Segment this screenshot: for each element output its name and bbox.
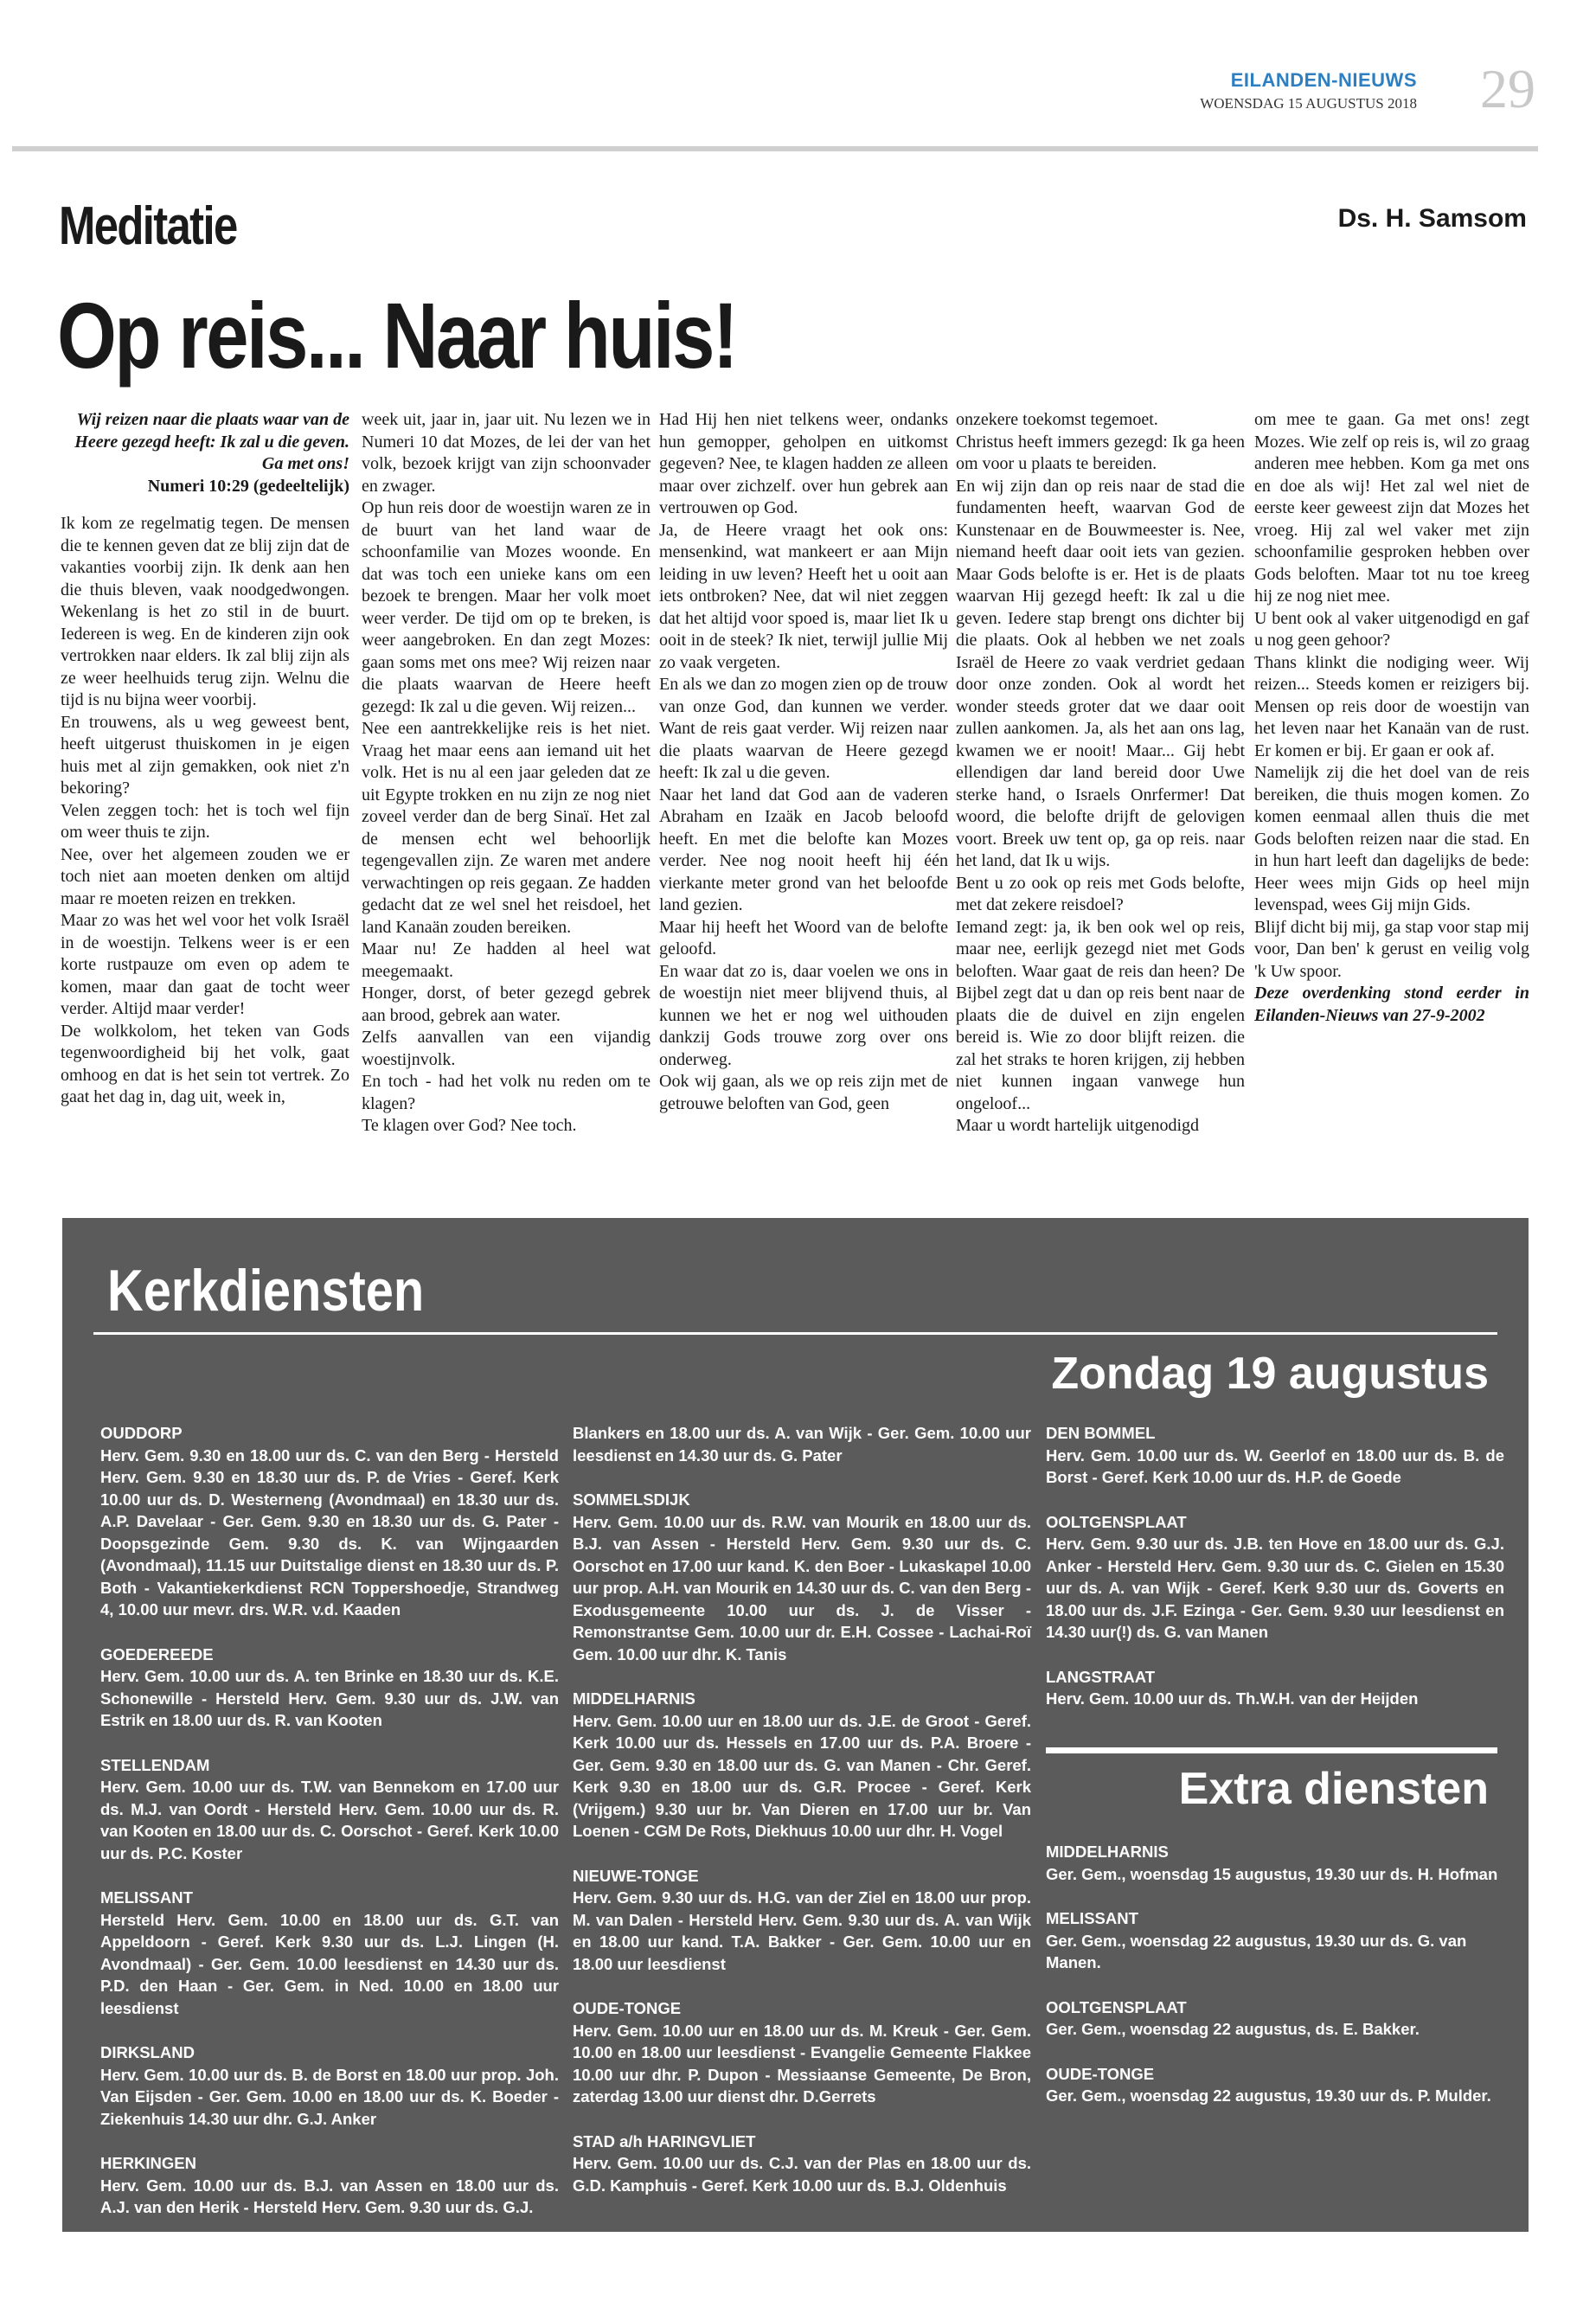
paragraph: Iemand zegt: ja, ik ben ook wel op reis, maar nee, eerlijk gezegd niet met Gods beloften. Waar gaat de reis dan heen? De Bijbel zegt dat u dan op reis bent naar de plaats die de duivel en zijn engelen bereid is. Wie zo door blijft reizen. die zal het straks te horen krijgen, zij hebben niet kunnen ingaan vanwege hun ongeloof... bbox=[956, 917, 1245, 1113]
section-kicker: Meditatie bbox=[59, 196, 237, 256]
service-entry bbox=[100, 1422, 559, 1621]
paragraph: En waar dat zo is, daar voelen we ons in de woestijn niet meer blijvend thuis, al kunnen we het er nog wel uithouden dankzij Gods trouwe zorg over ons onderweg. bbox=[659, 961, 948, 1069]
service-place: DEN BOMMEL bbox=[1046, 1424, 1156, 1442]
service-text: Herv. Gem. 9.30 en 18.00 uur ds. C. van den Berg - Hersteld Herv. Gem. 9.30 en 18.30 uur ds. P. de Vries - Geref. Kerk 10.00 uur ds. D. Westerneng (Avondmaal) en 18.30 uur ds. A.P. Davelaar - Ger. Gem. 9.30 en 18.30 uur ds. G. Pater - Doopsgezinde Gem. 9.30 ds. K. van Wijngaarden (Avondmaal), 11.15 uur Duitstalige dienst en 18.30 uur ds. P. Both - Vakantiekerkdienst RCN Toppershoedje, Strandweg 4, 10.00 uur mevr. drs. W.R. v.d. Kaaden bbox=[100, 1445, 559, 1618]
paragraph: De wolkkolom, het teken van Gods tegenwoordigheid bij het volk, gaat omhoog en dat is het sein tot vertrek. Zo gaat het dag in, dag uit, week in, bbox=[61, 1021, 349, 1106]
paragraph: Bent u zo ook op reis met Gods belofte, met dat zekere reisdoel? bbox=[956, 873, 1245, 914]
kerkdiensten-box bbox=[62, 1218, 1529, 2232]
article-column-2 bbox=[362, 409, 651, 1138]
paragraph: Ik kom ze regelmatig tegen. De mensen die te kennen geven dat ze blij zijn dat de vakanties voorbij zijn. Ik denk aan hen die thuis bleven, vaak noodgedwongen. Wekenlang is het zo stil in de buurt. Iedereen is weg. En de kinderen zijn ook vertrokken naar elders. Ik zal blij zijn als ze weer heelhuids terug zijn. Welnu die tijd is nu bijna weer voorbij. bbox=[61, 514, 349, 709]
service-entry bbox=[573, 1688, 1031, 1843]
extra-divider bbox=[1046, 1747, 1497, 1753]
service-text: Blankers en 18.00 uur ds. A. van Wijk - Ger. Gem. 10.00 uur leesdienst en 14.30 uur ds. G. Pater bbox=[573, 1424, 1031, 1465]
services-column-1 bbox=[100, 1422, 559, 2241]
service-place: OUDE-TONGE bbox=[573, 1999, 682, 2017]
service-text: Herv. Gem. 10.00 uur ds. R.W. van Mourik en 18.00 uur ds. B.J. van Assen - Hersteld Herv. Gem. 9.30 uur ds. C. Oorschot en 17.00 uur kand. K. den Boer - Lukaskapel 10.00 uur prop. A.H. van Mourik en 14.30 uur ds. C. van den Berg - Exodusgemeente 10.00 uur ds. J. de Visser - Remonstrantse Gem. 10.00 uur dr. E.H. Cossee - Lachai-Roï Gem. 10.00 uur dhr. K. Tanis bbox=[573, 1512, 1031, 1663]
service-place: MIDDELHARNIS bbox=[573, 1689, 695, 1708]
article-note: Deze overdenking stond eerder in Eilanden-Nieuws van 27-9-2002 bbox=[1254, 984, 1529, 1025]
paragraph: Nee een aantrekkelijke reis is het niet. Vraag het maar eens aan iemand uit het volk. Het is nu al een jaar geleden dat ze uit Egypte trokken en nu zijn ze nog niet zoveel verder dan de berg Sinaï. Het zal de mensen echt wel behoorlijk tegengevallen zijn. Ze waren met andere verwachtingen op reis gegaan. Ze hadden gedacht dat ze wel snel het reisdoel, het land Kanaän zouden bereiken. bbox=[362, 719, 651, 937]
service-entry bbox=[1046, 1511, 1504, 1644]
paragraph: Blijf dicht bij mij, ga stap voor stap mij voor, Dan ben' k gerust en veilig volg 'k Uw spoor. bbox=[1254, 917, 1529, 981]
service-place: MELISSANT bbox=[1046, 1909, 1138, 1927]
paragraph: U bent ook al vaker uitgenodigd en gaf u nog geen gehoor? bbox=[1254, 608, 1529, 650]
service-text: Herv. Gem. 10.00 uur ds. A. ten Brinke en 18.30 uur ds. K.E. Schonewille - Hersteld Herv. Gem. 9.30 uur ds. J.W. van Estrik en 18.00 uur ds. R. van Kooten bbox=[100, 1667, 559, 1729]
paragraph: Namelijk zij die het doel van de reis bereiken, die thuis mogen komen. Zo komen eenmaal allen thuis die met Gods beloften reizen naar die stad. En in hun hart leeft dan dagelijks de bede: Heer wees mijn Gids op heel mijn levenspad, wees Gij mijn Gids. bbox=[1254, 763, 1529, 914]
paragraph: Te klagen over God? Nee toch. bbox=[362, 1116, 577, 1135]
service-place: OUDDORP bbox=[100, 1424, 183, 1442]
paragraph: Naar het land dat God aan de vaderen Abraham en Izaäk en Jacob beloofd heeft. En met die belofte kan Mozes verder. Nee nog nooit heeft hij één vierkante meter grond van het beloofde land gezien. bbox=[659, 785, 948, 914]
service-place: OUDE-TONGE bbox=[1046, 2064, 1155, 2083]
page-number: 29 bbox=[1480, 58, 1535, 119]
service-entry bbox=[573, 1997, 1031, 2108]
service-place: GOEDEREEDE bbox=[100, 1644, 214, 1663]
services-column-3 bbox=[1046, 1422, 1504, 1733]
service-text: Herv. Gem. 10.00 uur ds. B. de Borst en 18.00 uur prop. Joh. Van Eijsden - Ger. Gem. 10.00 en 18.00 uur ds. K. Boeder - Ziekenhuis 14.30 uur dhr. G.J. Anker bbox=[100, 2065, 559, 2128]
service-text: Hersteld Herv. Gem. 10.00 en 18.00 uur ds. G.T. van Appeldoorn - Geref. Kerk 9.30 uur ds. L.J. Lingen (H. Avondmaal) - Ger. Gem. 10.00 leesdienst en 14.30 uur ds. P.D. den Haan - Ger. Gem. in Ned. 10.00 en 18.00 uur leesdienst bbox=[100, 1910, 559, 2017]
article-column-1 bbox=[61, 409, 349, 1109]
paragraph: Ja, de Heere vraagt het ook ons: mensenkind, wat mankeert er aan Mijn leiding in uw leven? Heeft het u ooit aan iets ontbroken? Nee, dat wil niet zeggen dat het altijd voor spoed is, maar liet Ik u ooit in de steek? Ik niet, terwijl jullie Mij zo vaak vergeten. bbox=[659, 520, 948, 672]
service-place: NIEUWE-TONGE bbox=[573, 1866, 699, 1885]
article-title: Op reis... Naar huis! bbox=[57, 283, 736, 388]
service-place: OOLTGENSPLAAT bbox=[1046, 1997, 1187, 2016]
intro-reference: Numeri 10:29 (gedeeltelijk) bbox=[147, 476, 349, 496]
service-place: SOMMELSDIJK bbox=[573, 1490, 690, 1509]
service-place: STAD a/h HARINGVLIET bbox=[573, 2131, 756, 2150]
service-text: Herv. Gem. 10.00 uur ds. B.J. van Assen en 18.00 uur ds. A.J. van den Herik - Hersteld Herv. Gem. 9.30 uur ds. G.J. bbox=[100, 2176, 559, 2216]
service-place: STELLENDAM bbox=[100, 1755, 210, 1774]
service-text: Ger. Gem., woensdag 15 augustus, 19.30 uur ds. H. Hofman bbox=[1046, 1864, 1498, 1883]
paragraph: Maar hij heeft het Woord van de belofte geloofd. bbox=[659, 917, 948, 958]
article-author: Ds. H. Samsom bbox=[1337, 204, 1527, 233]
extra-entry bbox=[1046, 1907, 1504, 1974]
service-entry bbox=[573, 1489, 1031, 1665]
service-text: Herv. Gem. 10.00 uur ds. T.W. van Bennekom en 17.00 uur ds. M.J. van Oordt - Hersteld Herv. Gem. 10.00 uur ds. R. van Kooten en 18.00 uur ds. C. Oorschot - Geref. Kerk 10.00 uur ds. P.C. Koster bbox=[100, 1778, 559, 1862]
extra-title: Extra diensten bbox=[1178, 1764, 1489, 1814]
kerkdiensten-divider bbox=[93, 1332, 1497, 1335]
service-text: Herv. Gem. 10.00 uur en 18.00 uur ds. J.E. de Groot - Geref. Kerk 10.00 uur ds. Hessels en 17.00 uur ds. P.A. Broere - Ger. Gem. 9.30 en 18.00 uur ds. G. van Manen - Chr. Geref. Kerk 9.30 en 18.00 uur ds. G.R. Procee - Geref. Kerk (Vrijgem.) 9.30 uur br. Van Dieren en 17.00 uur br. Van Loenen - CGM De Rots, Diekhuus 10.00 uur dhr. H. Vogel bbox=[573, 1711, 1031, 1840]
service-text: Herv. Gem. 10.00 uur ds. Th.W.H. van der Heijden bbox=[1046, 1689, 1419, 1708]
extra-entry bbox=[1046, 2063, 1504, 2107]
brand-logo: EILANDEN-NIEUWS bbox=[1230, 69, 1417, 91]
service-entry bbox=[100, 1644, 559, 1732]
paragraph: Maar u wordt hartelijk uitgenodigd bbox=[956, 1116, 1200, 1135]
intro-quote: Wij reizen naar die plaats waar van de Heere gezegd heeft: Ik zal u die geven. Ga met ons! bbox=[74, 410, 349, 473]
header-divider bbox=[12, 146, 1538, 151]
service-text: Herv. Gem. 10.00 uur ds. C.J. van der Plas en 18.00 uur ds. G.D. Kamphuis - Geref. Kerk 10.00 uur ds. B.J. Oldenhuis bbox=[573, 2154, 1031, 2195]
paragraph: Ook wij gaan, als we op reis zijn met de getrouwe beloften van God, geen bbox=[659, 1072, 948, 1113]
article-column-3 bbox=[659, 409, 948, 1115]
paragraph: week uit, jaar in, jaar uit. Nu lezen we in Numeri 10 dat Mozes, de lei der van het volk, bezoek krijgt van zijn schoonvader en zwager. bbox=[362, 410, 651, 496]
service-entry bbox=[573, 2131, 1031, 2197]
paragraph: En wij zijn dan op reis naar de stad die fundamenten heeft, waarvan God de Kunstenaar en de Bouwmeester is. Nee, niemand heeft daar ooit iets van gezien. Maar Gods belofte is er. Het is de plaats waarvan Hij gezegd heeft: Ik zal u die geven. Iedere stap brengt ons dichter bij die plaats. Ook al hebben we net zoals Israël de Heere zo vaak verdriet gedaan door onze zonden. Ook al wordt het wonder steeds groter dat we daar ooit zullen aankomen. Ja, als het aan ons lag, kwamen we er nooit! Maar... Gij hebt ellendigen dar land bereid door Uwe sterke hand, o Israels Onrfermer! Dat woord, die belofte drijft de gelovigen voort. Breek uw tent op, ga op reis. naar het land, dat Ik u wijs. bbox=[956, 476, 1245, 870]
service-place: OOLTGENSPLAAT bbox=[1046, 1512, 1187, 1531]
kerkdiensten-date: Zondag 19 augustus bbox=[1051, 1349, 1489, 1399]
service-place: HERKINGEN bbox=[100, 2154, 197, 2172]
paragraph: Zelfs aanvallen van een vijandig woestijnvolk. bbox=[362, 1028, 651, 1069]
article-column-4 bbox=[956, 409, 1245, 1138]
service-text: Herv. Gem. 10.00 uur ds. W. Geerlof en 18.00 uur ds. B. de Borst - Geref. Kerk 10.00 uur ds. H.P. de Goede bbox=[1046, 1445, 1504, 1486]
services-column-2 bbox=[573, 1422, 1031, 2219]
service-entry bbox=[1046, 1666, 1504, 1710]
service-entry bbox=[573, 1422, 1031, 1466]
paragraph: Thans klinkt die nodiging weer. Wij reizen... Steeds komen er reizigers bij. Mensen op reis door de woestijn van het leven naar het Kanaän van de rust. Er komen er bij. Er gaan er ook af. bbox=[1254, 652, 1529, 760]
paragraph: Maar zo was het wel voor het volk Israël in de woestijn. Telkens weer is er een korte rustpauze om even op adem te komen, maar dan gaat de tocht weer verder. Altijd maar verder! bbox=[61, 911, 349, 1018]
service-entry bbox=[100, 1887, 559, 2019]
service-entry bbox=[100, 2041, 559, 2130]
paragraph: Maar nu! Ze hadden al heel wat meegemaakt. bbox=[362, 939, 651, 981]
service-place: MELISSANT bbox=[100, 1888, 193, 1907]
paragraph: Op hun reis door de woestijn waren ze in de buurt van het land waar de schoonfamilie van Mozes woonde. En dat was toch een unieke kans om een bezoek te brengen. Maar her volk moet weer verder. De tijd om op te breken, is weer aangebroken. En dan zegt Mozes: gaan soms met ons mee? Wij reizen naar die plaats waarvan de Heere heeft gezegd: Ik zal u die geven. Wij reizen... bbox=[362, 498, 651, 716]
service-text: Ger. Gem., woensdag 22 augustus, ds. E. Bakker. bbox=[1046, 2020, 1420, 2038]
paragraph: onzekere toekomst tegemoet. bbox=[956, 410, 1158, 429]
extra-services bbox=[1046, 1841, 1504, 2130]
paragraph: En toch - had het volk nu reden om te klagen? bbox=[362, 1072, 651, 1113]
paragraph: Christus heeft immers gezegd: Ik ga heen om voor u plaats te bereiden. bbox=[956, 432, 1245, 473]
paragraph: Honger, dorst, of beter gezegd gebrek aan brood, gebrek aan water. bbox=[362, 984, 651, 1025]
service-place: MIDDELHARNIS bbox=[1046, 1843, 1169, 1861]
paragraph: Velen zeggen toch: het is toch wel fijn om weer thuis te zijn. bbox=[61, 800, 349, 842]
service-entry bbox=[100, 2152, 559, 2219]
paragraph: En trouwens, als u weg geweest bent, heeft uitgerust thuiskomen in je eigen huis met al zijn gemakken, ook niet z'n bekoring? bbox=[61, 712, 349, 798]
issue-date: WOENSDAG 15 AUGUSTUS 2018 bbox=[1200, 95, 1417, 112]
service-text: Herv. Gem. 9.30 uur ds. J.B. ten Hove en 18.00 uur ds. G.J. Anker - Hersteld Herv. Gem. 9.30 uur ds. C. Gielen en 15.30 uur ds. A. van Wijk - Geref. Kerk 9.30 uur ds. Goverts en 18.00 uur ds. J.F. Ezinga - Ger. Gem. 9.30 uur leesdienst en 14.30 uur(!) ds. G. van Manen bbox=[1046, 1535, 1504, 1641]
extra-entry bbox=[1046, 1841, 1504, 1885]
extra-entry bbox=[1046, 1997, 1504, 2041]
paragraph: En als we dan zo mogen zien op de trouw van onze God, dan kunnen we verder. Want de reis gaat verder. Wij reizen naar die plaats waarvan de Heere gezegd heeft: Ik zal u die geven. bbox=[659, 675, 948, 782]
paragraph: om mee te gaan. Ga met ons! zegt Mozes. Wie zelf op reis is, wil zo graag anderen mee hebben. Kom ga met ons en doe als wij! Het zal wel niet de eerste keer geweest zijn dat Mozes het vroeg. Hij zal wel vaker met zijn schoonfamilie gesproken hebben over Gods beloften. Maar tot nu toe kreeg hij ze nog niet mee. bbox=[1254, 410, 1529, 606]
service-text: Ger. Gem., woensdag 22 augustus, 19.30 uur ds. G. van Manen. bbox=[1046, 1931, 1467, 1971]
service-entry bbox=[573, 1865, 1031, 1976]
service-place: LANGSTRAAT bbox=[1046, 1667, 1156, 1686]
service-entry bbox=[100, 1754, 559, 1865]
article-column-5 bbox=[1254, 409, 1529, 1027]
paragraph: Had Hij hen niet telkens weer, ondanks hun gemopper, geholpen en uitkomst gegeven? Nee, te klagen hadden ze alleen maar over zichzelf. over hun gebrek aan vertrouwen op God. bbox=[659, 410, 948, 517]
service-text: Herv. Gem. 10.00 uur en 18.00 uur ds. M. Kreuk - Ger. Gem. 10.00 en 18.00 uur leesdienst - Evangelie Gemeente Flakkee 10.00 uur dhr. P. Dupon - Messiaanse Gemeente, De Bron, zaterdag 13.00 uur dienst dhr. D.Gerrets bbox=[573, 2021, 1031, 2106]
kerkdiensten-title: Kerkdiensten bbox=[107, 1258, 425, 1324]
service-text: Herv. Gem. 9.30 uur ds. H.G. van der Ziel en 18.00 uur prop. M. van Dalen - Hersteld Herv. Gem. 9.30 uur ds. A. van Wijk en 18.00 uur kand. T.A. Bakker - Ger. Gem. 10.00 uur en 18.00 uur leesdienst bbox=[573, 1888, 1031, 1973]
service-text: Ger. Gem., woensdag 22 augustus, 19.30 uur ds. P. Mulder. bbox=[1046, 2086, 1491, 2105]
paragraph: Nee, over het algemeen zouden we er toch niet aan moeten denken om altijd maar re moeten reizen en trekken. bbox=[61, 844, 349, 908]
service-place: DIRKSLAND bbox=[100, 2043, 195, 2061]
service-entry bbox=[1046, 1422, 1504, 1489]
